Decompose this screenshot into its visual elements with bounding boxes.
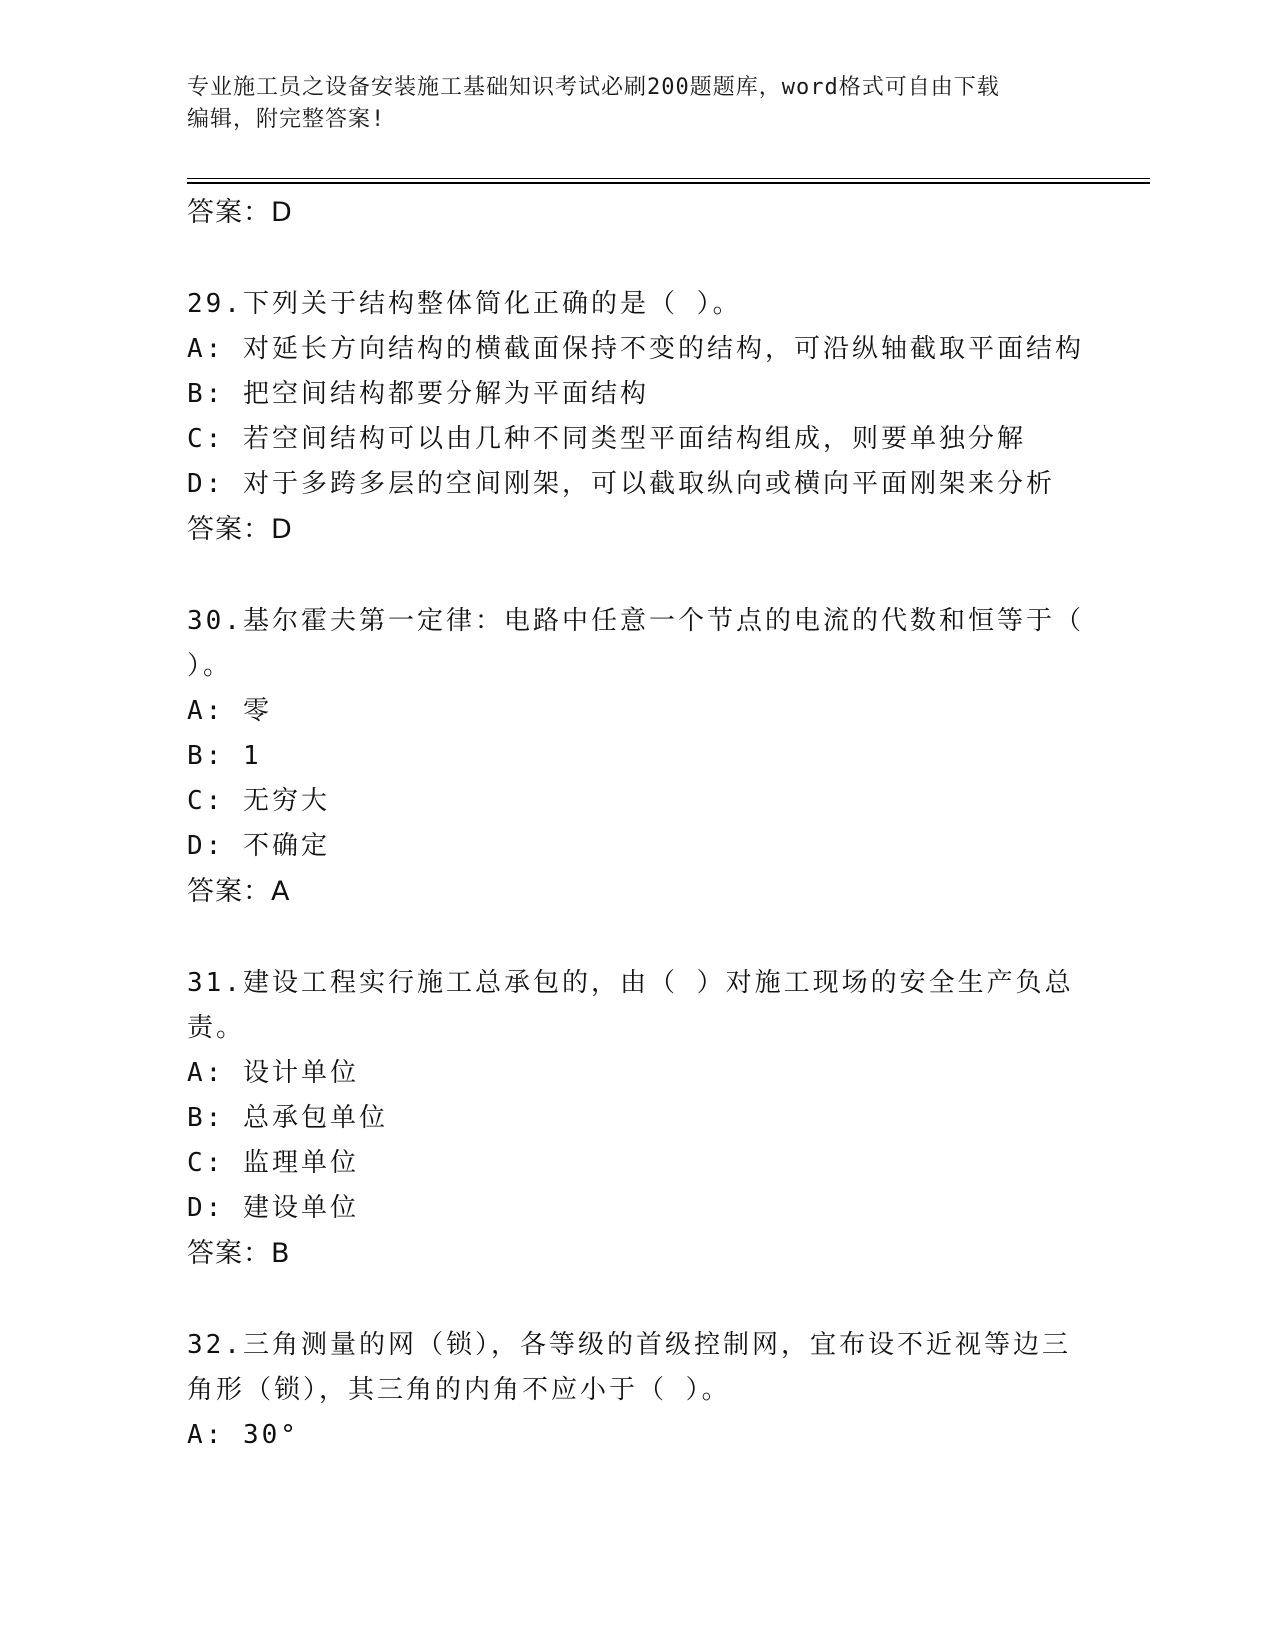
option-c: C: 无穷大 xyxy=(187,786,330,816)
question-stem-line-2: 角形（锁），其三角的内角不应小于（ ）。 xyxy=(187,1375,731,1405)
option-b: B: 总承包单位 xyxy=(187,1103,388,1133)
answer: 答案：B xyxy=(187,1238,291,1269)
answer: 答案：D xyxy=(187,514,293,545)
answer: 答案：A xyxy=(187,876,291,907)
question-stem-line-2: ）。 xyxy=(187,651,233,681)
spacer xyxy=(187,1276,1087,1323)
option-b: B: 1 xyxy=(187,741,262,771)
header-rule-thin xyxy=(187,178,1150,179)
option-a: A: 零 xyxy=(187,696,272,726)
header-line-2: 编辑，附完整答案! xyxy=(187,107,386,132)
question-stem-line-1: 30.基尔霍夫第一定律：电路中任意一个节点的电流的代数和恒等于（ xyxy=(187,606,1084,636)
answer-28: 答案：D xyxy=(187,197,293,228)
option-b: B: 把空间结构都要分解为平面结构 xyxy=(187,379,649,409)
header-line-1: 专业施工员之设备安装施工基础知识考试必刷200题题库，word格式可自由下载 xyxy=(187,75,1000,100)
option-a: A: 对延长方向结构的横截面保持不变的结构，可沿纵轴截取平面结构 xyxy=(187,334,1084,364)
option-d: D: 不确定 xyxy=(187,831,330,861)
question-stem-line-1: 32.三角测量的网（锁），各等级的首级控制网，宜布设不近视等边三 xyxy=(187,1330,1071,1360)
question-29 xyxy=(187,282,1087,552)
question-30 xyxy=(187,599,1087,914)
header-rule-thick xyxy=(187,182,1150,184)
option-d: D: 对于多跨多层的空间刚架，可以截取纵向或横向平面刚架来分析 xyxy=(187,469,1055,499)
option-c: C: 监理单位 xyxy=(187,1148,359,1178)
option-a: A: 设计单位 xyxy=(187,1058,359,1088)
question-31 xyxy=(187,961,1087,1276)
question-stem: 29.下列关于结构整体简化正确的是（ ）。 xyxy=(187,289,742,319)
document-header xyxy=(187,72,1067,136)
question-list xyxy=(187,190,1087,1458)
spacer xyxy=(187,914,1087,961)
question-32 xyxy=(187,1323,1087,1458)
option-c: C: 若空间结构可以由几种不同类型平面结构组成，则要单独分解 xyxy=(187,424,1026,454)
option-d: D: 建设单位 xyxy=(187,1193,359,1223)
spacer xyxy=(187,235,1087,282)
option-a: A: 30° xyxy=(187,1420,299,1450)
question-stem-line-2: 责。 xyxy=(187,1013,246,1043)
spacer xyxy=(187,552,1087,599)
question-stem-line-1: 31.建设工程实行施工总承包的，由（ ）对施工现场的安全生产负总 xyxy=(187,968,1074,998)
